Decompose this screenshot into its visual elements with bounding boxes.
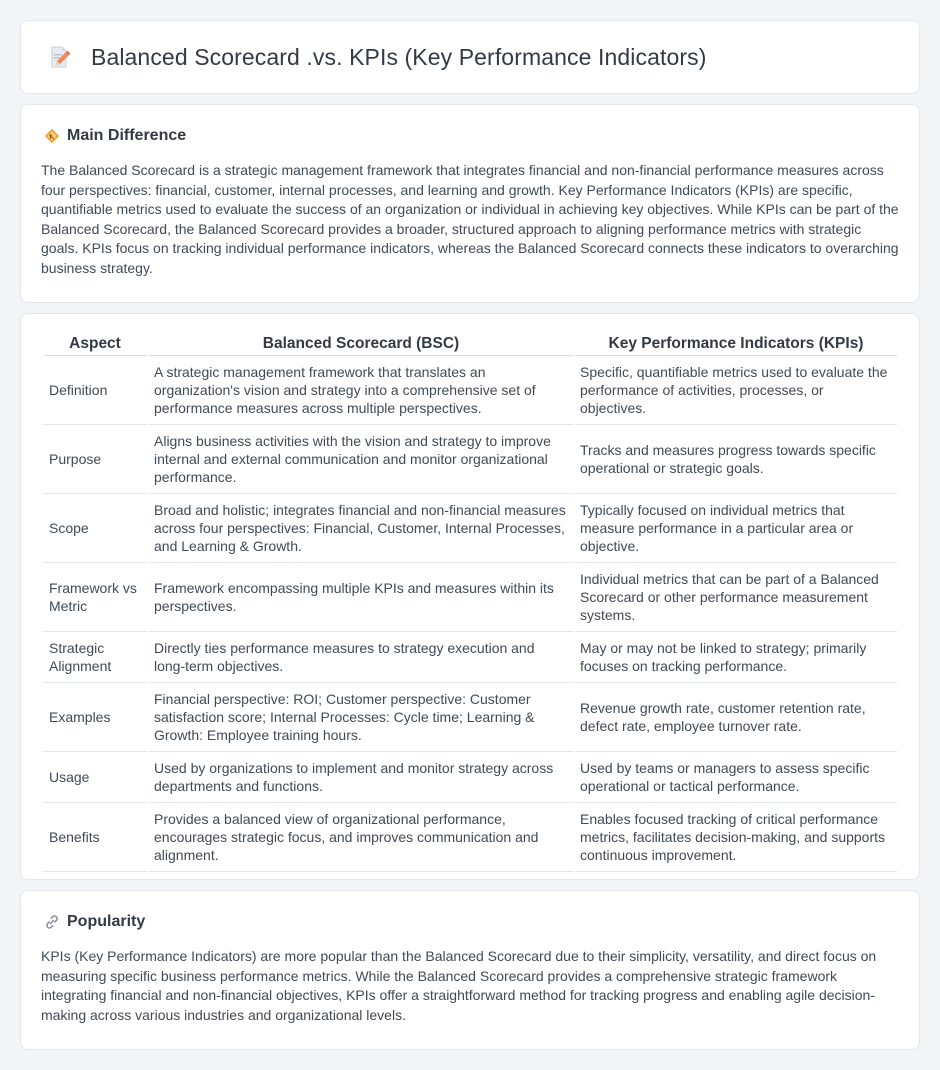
table-row [43,632,897,683]
bsc-cell: Directly ties performance measures to strategy execution and long-term objectives. [149,632,573,683]
section-title: Popularity [67,913,146,930]
table-header-row [43,332,897,356]
table-row [43,494,897,563]
document-pencil-icon [47,45,71,69]
aspect-cell: Scope [43,494,147,563]
bsc-cell: Broad and holistic; integrates financial and non-financial measures across four perspectives: Financial, Customer, Internal Processes, and Learning & Growth. [149,494,573,563]
bsc-cell: Used by organizations to implement and monitor strategy across departments and functions. [149,752,573,803]
popularity-header [41,913,899,931]
popularity-text: KPIs (Key Performance Indicators) are more popular than the Balanced Scorecard due to their simplicity, versatility, and direct focus on measuring specific business performance metrics. While the Balanced Scorecard provides a comprehensive strategic framework integrating financial and non-financial objectives, KPIs offer a straightforward method for tracking progress and enabling agile decision-making across various industries and organizational levels. [41,948,877,1023]
kpi-cell: Enables focused tracking of critical performance metrics, facilitates decision-making, and supports continuous improvement. [575,803,897,872]
table-row [43,752,897,803]
main-difference-text: The Balanced Scorecard is a strategic management framework that integrates financial and non-financial performance measures across four perspectives: financial, customer, internal processes, and learning and growth. Key Performance Indicators (KPIs) are specific, quantifiable metrics used to evaluate the success of an organization or individual in achieving key objectives. While KPIs can be part of the Balanced Scorecard, the Balanced Scorecard provides a broader, structured approach to aligning performance metrics with strategic goals. KPIs focus on tracking individual performance indicators, whereas the Balanced Scorecard connects these indicators to overarching business strategy. [41,162,899,276]
comparison-table [41,332,899,872]
link-icon [43,913,61,931]
aspect-cell: Strategic Alignment [43,632,147,683]
section-title: Main Difference [67,127,187,144]
table-row [43,356,897,425]
aspect-cell: Definition [43,356,147,425]
table-row [43,563,897,632]
popularity-section [20,890,920,1050]
aspect-cell: Framework vs Metric [43,563,147,632]
bsc-cell: Provides a balanced view of organizational performance, encourages strategic focus, and improves communication and alignment. [149,803,573,872]
diamond-sign-icon [43,127,61,145]
kpi-cell: Revenue growth rate, customer retention rate, defect rate, employee turnover rate. [575,683,897,752]
column-header: Key Performance Indicators (KPIs) [575,332,897,356]
aspect-cell: Benefits [43,803,147,872]
kpi-cell: Tracks and measures progress towards specific operational or strategic goals. [575,425,897,494]
main-difference-section [20,104,920,303]
bsc-cell: Framework encompassing multiple KPIs and measures within its perspectives. [149,563,573,632]
kpi-cell: Used by teams or managers to assess specific operational or tactical performance. [575,752,897,803]
kpi-cell: Individual metrics that can be part of a Balanced Scorecard or other performance measurement systems. [575,563,897,632]
kpi-cell: May or may not be linked to strategy; primarily focuses on tracking performance. [575,632,897,683]
page-title: Balanced Scorecard .vs. KPIs (Key Performance Indicators) [91,43,707,70]
bsc-cell: Financial perspective: ROI; Customer perspective: Customer satisfaction score; Internal Processes: Cycle time; Learning & Growth: Employee training hours. [149,683,573,752]
column-header: Aspect [43,332,147,356]
table-row [43,683,897,752]
aspect-cell: Purpose [43,425,147,494]
bsc-cell: A strategic management framework that translates an organization's vision and strategy into a comprehensive set of performance measures across multiple perspectives. [149,356,573,425]
table-row [43,803,897,872]
aspect-cell: Usage [43,752,147,803]
bsc-cell: Aligns business activities with the vision and strategy to improve internal and external communication and monitor organizational performance. [149,425,573,494]
aspect-cell: Examples [43,683,147,752]
comparison-table-card [20,313,920,880]
table-row [43,425,897,494]
main-difference-header [41,127,899,145]
column-header: Balanced Scorecard (BSC) [149,332,573,356]
kpi-cell: Specific, quantifiable metrics used to evaluate the performance of activities, processes, or objectives. [575,356,897,425]
title-card [20,20,920,94]
kpi-cell: Typically focused on individual metrics that measure performance in a particular area or objective. [575,494,897,563]
